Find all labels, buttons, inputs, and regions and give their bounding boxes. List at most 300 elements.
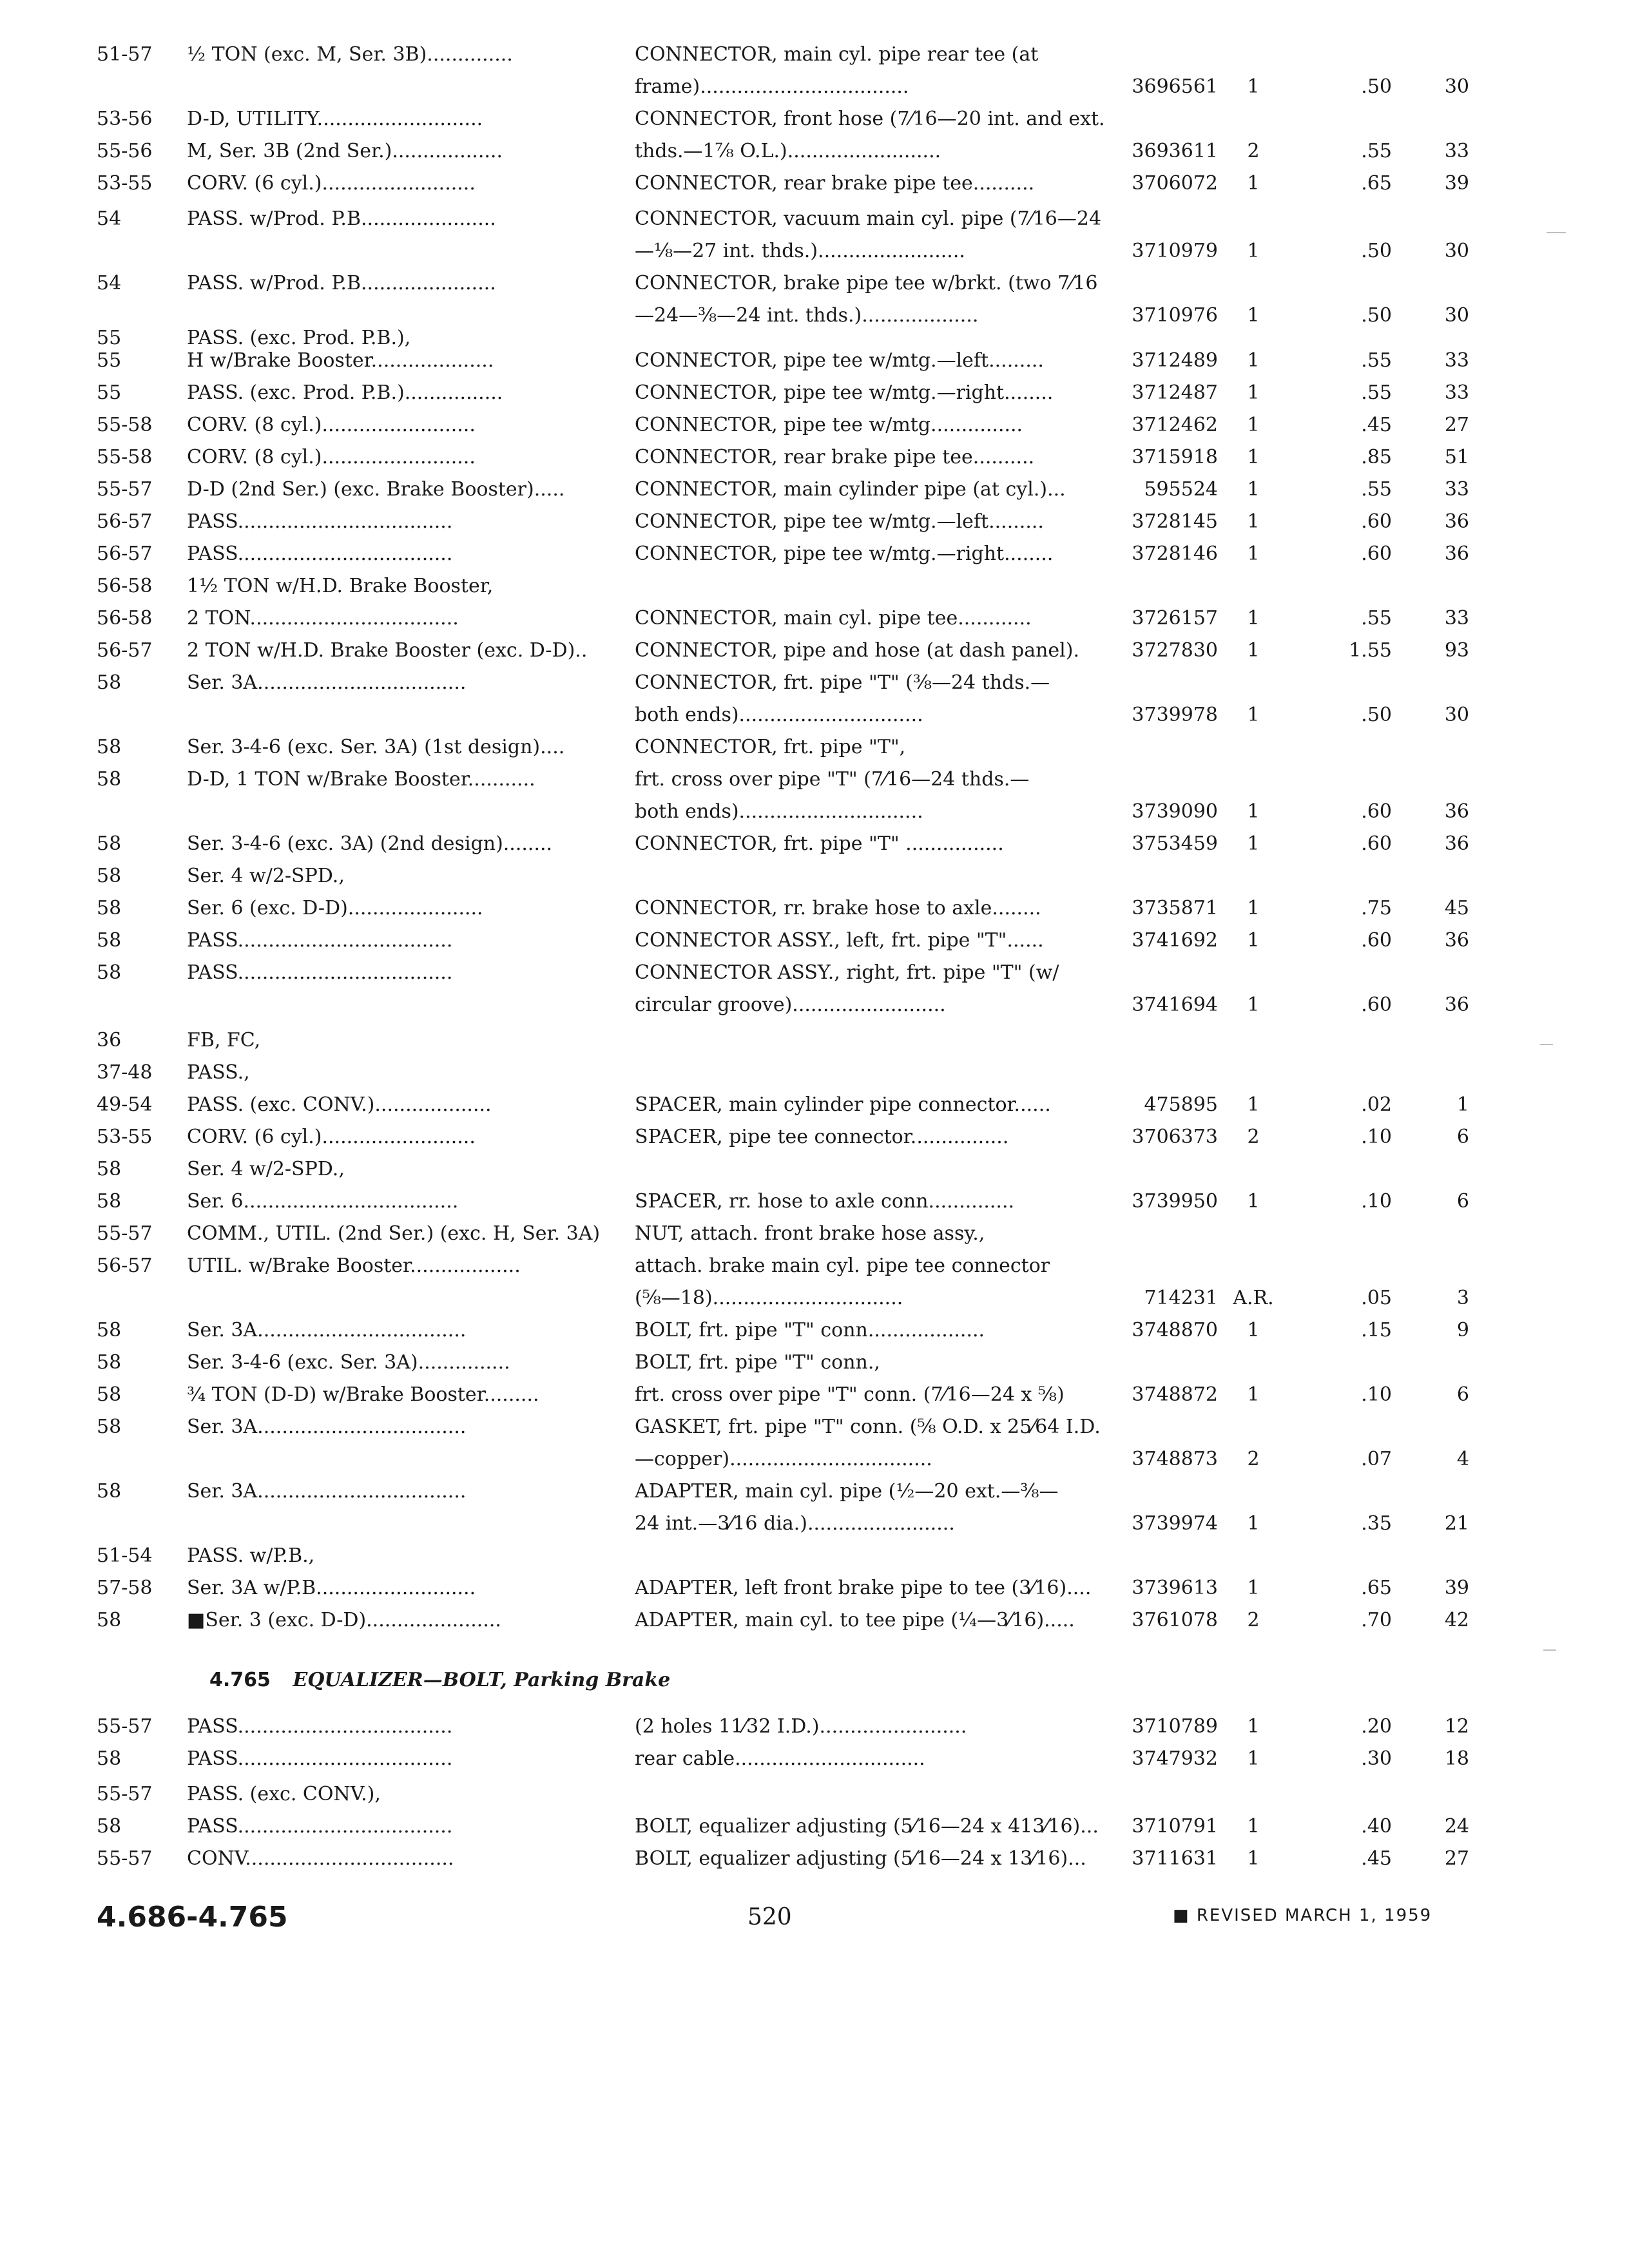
model-year: 55-57 (97, 1783, 153, 1805)
part-description: —⅛—27 int. thds.)........................ (635, 240, 965, 262)
table-row (0, 267, 1629, 300)
quantity: 1 (1247, 1577, 1260, 1599)
model-year: 56-57 (97, 639, 153, 662)
model-year: 56-57 (97, 510, 153, 533)
package-count: 6 (1456, 1190, 1469, 1213)
model-application: COMM., UTIL. (2nd Ser.) (exc. H, Ser. 3A) (187, 1222, 601, 1245)
model-application: PASS................................... (187, 543, 453, 565)
package-count: 36 (1444, 510, 1469, 533)
table-row (0, 409, 1629, 441)
package-count: 3 (1456, 1287, 1469, 1309)
model-application: D-D (2nd Ser.) (exc. Brake Booster)..... (187, 478, 565, 501)
part-number: 3711631 (1132, 1847, 1218, 1870)
table-row (0, 1572, 1629, 1604)
package-count: 36 (1444, 543, 1469, 565)
part-description: rear cable............................... (635, 1747, 925, 1770)
package-count: 39 (1444, 1577, 1469, 1599)
package-count: 30 (1444, 304, 1469, 327)
model-year: 58 (97, 929, 122, 952)
table-row (0, 1379, 1629, 1411)
model-application: Ser. 3A.................................. (187, 1416, 467, 1438)
quantity: 1 (1247, 1815, 1260, 1838)
model-year: 51-54 (97, 1544, 153, 1567)
part-description: CONNECTOR, pipe tee w/mtg.—left......... (635, 510, 1044, 533)
part-number: 3712487 (1132, 381, 1218, 404)
model-year: 36 (97, 1029, 122, 1052)
part-description: SPACER, rr. hose to axle conn.............. (635, 1190, 1015, 1213)
part-description: CONNECTOR, pipe tee w/mtg............... (635, 414, 1023, 436)
model-year: 58 (97, 1747, 122, 1770)
quantity: 1 (1247, 639, 1260, 662)
model-year: 55 (97, 381, 122, 404)
part-description: both ends).............................. (635, 704, 923, 726)
list-price: .60 (1361, 929, 1392, 952)
part-number: 3739978 (1132, 704, 1218, 726)
table-row (0, 474, 1629, 506)
list-price: .65 (1361, 172, 1392, 195)
table-row (0, 699, 1629, 731)
part-description: attach. brake main cyl. pipe tee connector (635, 1254, 1050, 1277)
page-number: 520 (747, 1904, 792, 1930)
model-year: 56-58 (97, 575, 153, 597)
model-application: H w/Brake Booster.................... (187, 349, 494, 372)
package-count: 45 (1444, 897, 1469, 919)
table-row (0, 1186, 1629, 1218)
model-year: 58 (97, 1815, 122, 1838)
part-number: 3748873 (1132, 1448, 1218, 1470)
table-row (0, 39, 1629, 71)
model-application: CORV. (6 cyl.)......................... (187, 172, 476, 195)
revised-note: ■ REVISED MARCH 1, 1959 (1173, 1906, 1432, 1925)
model-application: D-D, UTILITY........................... (187, 108, 483, 130)
part-number: 3715918 (1132, 446, 1218, 468)
table-row (0, 441, 1629, 474)
part-description: thds.—1⅞ O.L.)......................... (635, 140, 941, 162)
table-row (0, 989, 1629, 1021)
section-heading (209, 1669, 670, 1691)
quantity: 1 (1247, 543, 1260, 565)
model-application: CORV. (6 cyl.)......................... (187, 1126, 476, 1148)
model-year: 56-57 (97, 543, 153, 565)
part-number: 3696561 (1132, 75, 1218, 98)
part-number: 3706373 (1132, 1126, 1218, 1148)
table-row (0, 1024, 1629, 1057)
model-year: 58 (97, 1351, 122, 1374)
part-description: —24—⅜—24 int. thds.)................... (635, 304, 979, 327)
part-description: ADAPTER, main cyl. pipe (½—20 ext.—⅜— (635, 1480, 1059, 1503)
table-row (0, 377, 1629, 409)
list-price: .10 (1361, 1383, 1392, 1406)
table-row (0, 135, 1629, 168)
list-price: .10 (1361, 1126, 1392, 1148)
model-year: 53-55 (97, 1126, 153, 1148)
scan-edge-mark (1543, 1649, 1556, 1651)
part-number: 3693611 (1132, 140, 1218, 162)
quantity: 1 (1247, 832, 1260, 855)
table-row (0, 635, 1629, 667)
list-price: .05 (1361, 1287, 1392, 1309)
part-number: 3710791 (1132, 1815, 1218, 1838)
part-number: 3761078 (1132, 1609, 1218, 1631)
model-year: 55-56 (97, 140, 153, 162)
scan-edge-mark (1547, 232, 1566, 233)
model-application: Ser. 3A.................................. (187, 1480, 467, 1503)
package-count: 33 (1444, 478, 1469, 501)
table-row (0, 103, 1629, 135)
quantity: 1 (1247, 1093, 1260, 1116)
part-description: (⅝—18)............................... (635, 1287, 903, 1309)
package-count: 27 (1444, 414, 1469, 436)
model-application: ¾ TON (D-D) w/Brake Booster......... (187, 1383, 539, 1406)
model-application: PASS................................... (187, 1715, 453, 1738)
model-year: 55 (97, 349, 122, 372)
part-number: 3728145 (1132, 510, 1218, 533)
model-application: PASS. w/Prod. P.B...................... (187, 207, 496, 230)
table-row (0, 168, 1629, 200)
section-number: 4.765 (209, 1669, 271, 1691)
model-application: CONV.................................. (187, 1847, 454, 1870)
model-application: PASS. (exc. Prod. P.B.)................ (187, 381, 503, 404)
part-description: CONNECTOR, frt. pipe "T", (635, 736, 906, 758)
table-row (0, 957, 1629, 989)
model-application: Ser. 3A w/P.B.......................... (187, 1577, 476, 1599)
package-count: 36 (1444, 929, 1469, 952)
part-number: 3741694 (1132, 994, 1218, 1016)
part-number: 3727830 (1132, 639, 1218, 662)
quantity: 1 (1247, 172, 1260, 195)
package-count: 1 (1456, 1093, 1469, 1116)
package-count: 33 (1444, 381, 1469, 404)
list-price: .60 (1361, 800, 1392, 823)
table-row (0, 1250, 1629, 1282)
table-row (0, 506, 1629, 538)
part-description: (2 holes 11⁄32 I.D.)........................ (635, 1715, 967, 1738)
quantity: 1 (1247, 1383, 1260, 1406)
table-row (0, 71, 1629, 103)
part-description: CONNECTOR, frt. pipe "T" (⅜—24 thds.— (635, 671, 1050, 694)
part-description: CONNECTOR, vacuum main cyl. pipe (7⁄16—24 (635, 207, 1102, 230)
model-application: Ser. 6 (exc. D-D)...................... (187, 897, 483, 919)
list-price: .65 (1361, 1577, 1392, 1599)
part-description: SPACER, main cylinder pipe connector...... (635, 1093, 1051, 1116)
model-application: PASS................................... (187, 961, 453, 984)
model-application: PASS. (exc. Prod. P.B.), (187, 327, 411, 349)
part-number: 475895 (1144, 1093, 1218, 1116)
package-count: 36 (1444, 994, 1469, 1016)
table-row (0, 796, 1629, 828)
model-year: 55-58 (97, 414, 153, 436)
model-application: Ser. 4 w/2-SPD., (187, 865, 345, 887)
list-price: .40 (1361, 1815, 1392, 1838)
model-year: 55-57 (97, 1222, 153, 1245)
quantity: 1 (1247, 1319, 1260, 1341)
part-description: CONNECTOR, front hose (7⁄16—20 int. and ext. (635, 108, 1105, 130)
model-year: 58 (97, 1383, 122, 1406)
quantity: 1 (1247, 607, 1260, 629)
model-year: 58 (97, 1480, 122, 1503)
quantity: 2 (1247, 1448, 1260, 1470)
part-number: 3747932 (1132, 1747, 1218, 1770)
package-count: 6 (1456, 1383, 1469, 1406)
package-count: 93 (1444, 639, 1469, 662)
model-year: 55-58 (97, 446, 153, 468)
quantity: 1 (1247, 349, 1260, 372)
list-price: .60 (1361, 832, 1392, 855)
quantity: A.R. (1233, 1287, 1274, 1309)
package-count: 21 (1444, 1512, 1469, 1535)
list-price: .45 (1361, 414, 1392, 436)
part-description: circular groove)......................... (635, 994, 946, 1016)
table-row (0, 1218, 1629, 1250)
model-application: Ser. 3A.................................. (187, 1319, 467, 1341)
model-application: Ser. 3-4-6 (exc. 3A) (2nd design)........ (187, 832, 553, 855)
part-number: 3710789 (1132, 1715, 1218, 1738)
part-description: BOLT, equalizer adjusting (5⁄16—24 x 413⁄16)... (635, 1815, 1099, 1838)
quantity: 1 (1247, 1190, 1260, 1213)
model-year: 55-57 (97, 1715, 153, 1738)
table-row (0, 1743, 1629, 1775)
model-year: 58 (97, 1416, 122, 1438)
table-row (0, 764, 1629, 796)
package-count: 9 (1456, 1319, 1469, 1341)
quantity: 1 (1247, 929, 1260, 952)
model-year: 58 (97, 768, 122, 791)
part-number: 3726157 (1132, 607, 1218, 629)
part-description: 24 int.—3⁄16 dia.)........................ (635, 1512, 955, 1535)
part-number: 3710976 (1132, 304, 1218, 327)
section-title: EQUALIZER—BOLT, Parking Brake (293, 1669, 671, 1691)
quantity: 1 (1247, 800, 1260, 823)
package-count: 12 (1444, 1715, 1469, 1738)
package-count: 33 (1444, 140, 1469, 162)
quantity: 1 (1247, 994, 1260, 1016)
part-description: GASKET, frt. pipe "T" conn. (⅝ O.D. x 25⁄64 I.D. (635, 1416, 1101, 1438)
table-row (0, 345, 1629, 377)
list-price: .10 (1361, 1190, 1392, 1213)
table-row (0, 925, 1629, 957)
part-number: 3741692 (1132, 929, 1218, 952)
model-year: 53-55 (97, 172, 153, 195)
package-count: 33 (1444, 607, 1469, 629)
quantity: 1 (1247, 75, 1260, 98)
model-application: ½ TON (exc. M, Ser. 3B).............. (187, 43, 513, 66)
model-year: 58 (97, 1319, 122, 1341)
part-description: ADAPTER, left front brake pipe to tee (3⁄16).... (635, 1577, 1092, 1599)
list-price: .60 (1361, 994, 1392, 1016)
table-row (0, 1121, 1629, 1153)
part-description: frt. cross over pipe "T" (7⁄16—24 thds.— (635, 768, 1030, 791)
package-count: 27 (1444, 1847, 1469, 1870)
list-price: .55 (1361, 607, 1392, 629)
model-application: 2 TON.................................. (187, 607, 459, 629)
list-price: .20 (1361, 1715, 1392, 1738)
model-year: 54 (97, 207, 122, 230)
model-year: 58 (97, 961, 122, 984)
table-row (0, 1443, 1629, 1475)
quantity: 1 (1247, 1715, 1260, 1738)
model-application: Ser. 3A.................................. (187, 671, 467, 694)
quantity: 1 (1247, 704, 1260, 726)
list-price: .50 (1361, 704, 1392, 726)
model-year: 58 (97, 736, 122, 758)
package-count: 33 (1444, 349, 1469, 372)
list-price: .60 (1361, 510, 1392, 533)
model-application: CORV. (8 cyl.)......................... (187, 414, 476, 436)
model-application: ■Ser. 3 (exc. D-D)...................... (187, 1609, 501, 1631)
list-price: 1.55 (1349, 639, 1392, 662)
table-row (0, 1843, 1629, 1875)
model-application: PASS................................... (187, 1747, 453, 1770)
table-row (0, 235, 1629, 267)
quantity: 1 (1247, 1512, 1260, 1535)
model-year: 58 (97, 671, 122, 694)
table-row (0, 570, 1629, 602)
list-price: .55 (1361, 381, 1392, 404)
model-application: UTIL. w/Brake Booster.................. (187, 1254, 521, 1277)
quantity: 1 (1247, 478, 1260, 501)
list-price: .50 (1361, 240, 1392, 262)
part-description: BOLT, frt. pipe "T" conn., (635, 1351, 880, 1374)
table-row (0, 1475, 1629, 1508)
part-description: CONNECTOR, pipe tee w/mtg.—left......... (635, 349, 1044, 372)
part-number: 595524 (1144, 478, 1218, 501)
quantity: 1 (1247, 381, 1260, 404)
model-application: M, Ser. 3B (2nd Ser.).................. (187, 140, 503, 162)
package-count: 30 (1444, 704, 1469, 726)
part-description: BOLT, frt. pipe "T" conn................... (635, 1319, 985, 1341)
part-description: CONNECTOR, main cyl. pipe tee............ (635, 607, 1032, 629)
quantity: 2 (1247, 140, 1260, 162)
list-price: .55 (1361, 478, 1392, 501)
model-application: PASS. w/P.B., (187, 1544, 315, 1567)
list-price: .70 (1361, 1609, 1392, 1631)
package-count: 39 (1444, 172, 1469, 195)
model-year: 54 (97, 272, 122, 294)
table-row (0, 1282, 1629, 1314)
model-application: PASS. (exc. CONV.)................... (187, 1093, 492, 1116)
model-year: 57-58 (97, 1577, 153, 1599)
part-description: —copper)................................. (635, 1448, 932, 1470)
package-count: 6 (1456, 1126, 1469, 1148)
footer-range: 4.686-4.765 (97, 1901, 288, 1934)
quantity: 1 (1247, 446, 1260, 468)
model-application: PASS................................... (187, 1815, 453, 1838)
model-application: 1½ TON w/H.D. Brake Booster, (187, 575, 494, 597)
table-row (0, 1508, 1629, 1540)
part-description: CONNECTOR, pipe tee w/mtg.—right........ (635, 543, 1054, 565)
table-row (0, 860, 1629, 892)
model-year: 51-57 (97, 43, 153, 66)
model-application: 2 TON w/H.D. Brake Booster (exc. D-D).. (187, 639, 588, 662)
scan-edge-mark (1540, 1044, 1553, 1045)
part-description: CONNECTOR ASSY., right, frt. pipe "T" (w/ (635, 961, 1059, 984)
part-description: CONNECTOR, rear brake pipe tee.......... (635, 446, 1035, 468)
model-year: 58 (97, 1190, 122, 1213)
table-row (0, 1711, 1629, 1743)
model-application: Ser. 3-4-6 (exc. Ser. 3A) (1st design).... (187, 736, 565, 758)
list-price: .85 (1361, 446, 1392, 468)
package-count: 51 (1444, 446, 1469, 468)
table-row (0, 1411, 1629, 1443)
table-row (0, 892, 1629, 925)
table-row (0, 1314, 1629, 1347)
table-row (0, 602, 1629, 635)
package-count: 36 (1444, 832, 1469, 855)
list-price: .45 (1361, 1847, 1392, 1870)
list-price: .55 (1361, 349, 1392, 372)
part-description: CONNECTOR, pipe tee w/mtg.—right........ (635, 381, 1054, 404)
model-year: 58 (97, 1158, 122, 1180)
part-description: CONNECTOR, brake pipe tee w/brkt. (two 7⁄16 (635, 272, 1098, 294)
table-row (0, 1540, 1629, 1572)
part-description: frame).................................. (635, 75, 909, 98)
model-year: 55 (97, 327, 122, 349)
model-application: PASS., (187, 1061, 250, 1084)
part-number: 3739974 (1132, 1512, 1218, 1535)
model-application: PASS................................... (187, 510, 453, 533)
table-row (0, 203, 1629, 235)
quantity: 1 (1247, 1747, 1260, 1770)
quantity: 1 (1247, 1847, 1260, 1870)
table-row (0, 1057, 1629, 1089)
part-description: CONNECTOR, rear brake pipe tee.......... (635, 172, 1035, 195)
list-price: .55 (1361, 140, 1392, 162)
part-description: frt. cross over pipe "T" conn. (7⁄16—24 x ⅝) (635, 1383, 1065, 1406)
part-number: 3753459 (1132, 832, 1218, 855)
table-row (0, 667, 1629, 699)
part-description: SPACER, pipe tee connector................ (635, 1126, 1009, 1148)
part-number: 3712462 (1132, 414, 1218, 436)
list-price: .07 (1361, 1448, 1392, 1470)
model-application: Ser. 4 w/2-SPD., (187, 1158, 345, 1180)
part-number: 3739090 (1132, 800, 1218, 823)
quantity: 1 (1247, 240, 1260, 262)
package-count: 42 (1444, 1609, 1469, 1631)
table-row (0, 1811, 1629, 1843)
list-price: .60 (1361, 543, 1392, 565)
part-number: 3712489 (1132, 349, 1218, 372)
quantity: 1 (1247, 510, 1260, 533)
part-number: 3735871 (1132, 897, 1218, 919)
model-year: 55-57 (97, 1847, 153, 1870)
model-application: Ser. 6................................... (187, 1190, 459, 1213)
part-description: CONNECTOR, pipe and hose (at dash panel). (635, 639, 1079, 662)
part-description: CONNECTOR, rr. brake hose to axle........ (635, 897, 1041, 919)
model-application: PASS. (exc. CONV.), (187, 1783, 381, 1805)
part-description: ADAPTER, main cyl. to tee pipe (¼—3⁄16)..... (635, 1609, 1075, 1631)
part-number: 3739613 (1132, 1577, 1218, 1599)
part-number: 3706072 (1132, 172, 1218, 195)
model-year: 49-54 (97, 1093, 153, 1116)
part-description: CONNECTOR, main cyl. pipe rear tee (at (635, 43, 1039, 66)
package-count: 4 (1456, 1448, 1469, 1470)
model-year: 58 (97, 1609, 122, 1631)
table-row (0, 1604, 1629, 1637)
part-number: 3748872 (1132, 1383, 1218, 1406)
model-application: FB, FC, (187, 1029, 261, 1052)
table-row (0, 828, 1629, 860)
model-application: PASS................................... (187, 929, 453, 952)
package-count: 30 (1444, 240, 1469, 262)
list-price: .50 (1361, 75, 1392, 98)
list-price: .15 (1361, 1319, 1392, 1341)
package-count: 18 (1444, 1747, 1469, 1770)
part-number: 3710979 (1132, 240, 1218, 262)
part-number: 714231 (1144, 1287, 1218, 1309)
model-year: 58 (97, 897, 122, 919)
model-application: PASS. w/Prod. P.B...................... (187, 272, 496, 294)
table-row (0, 1778, 1629, 1811)
